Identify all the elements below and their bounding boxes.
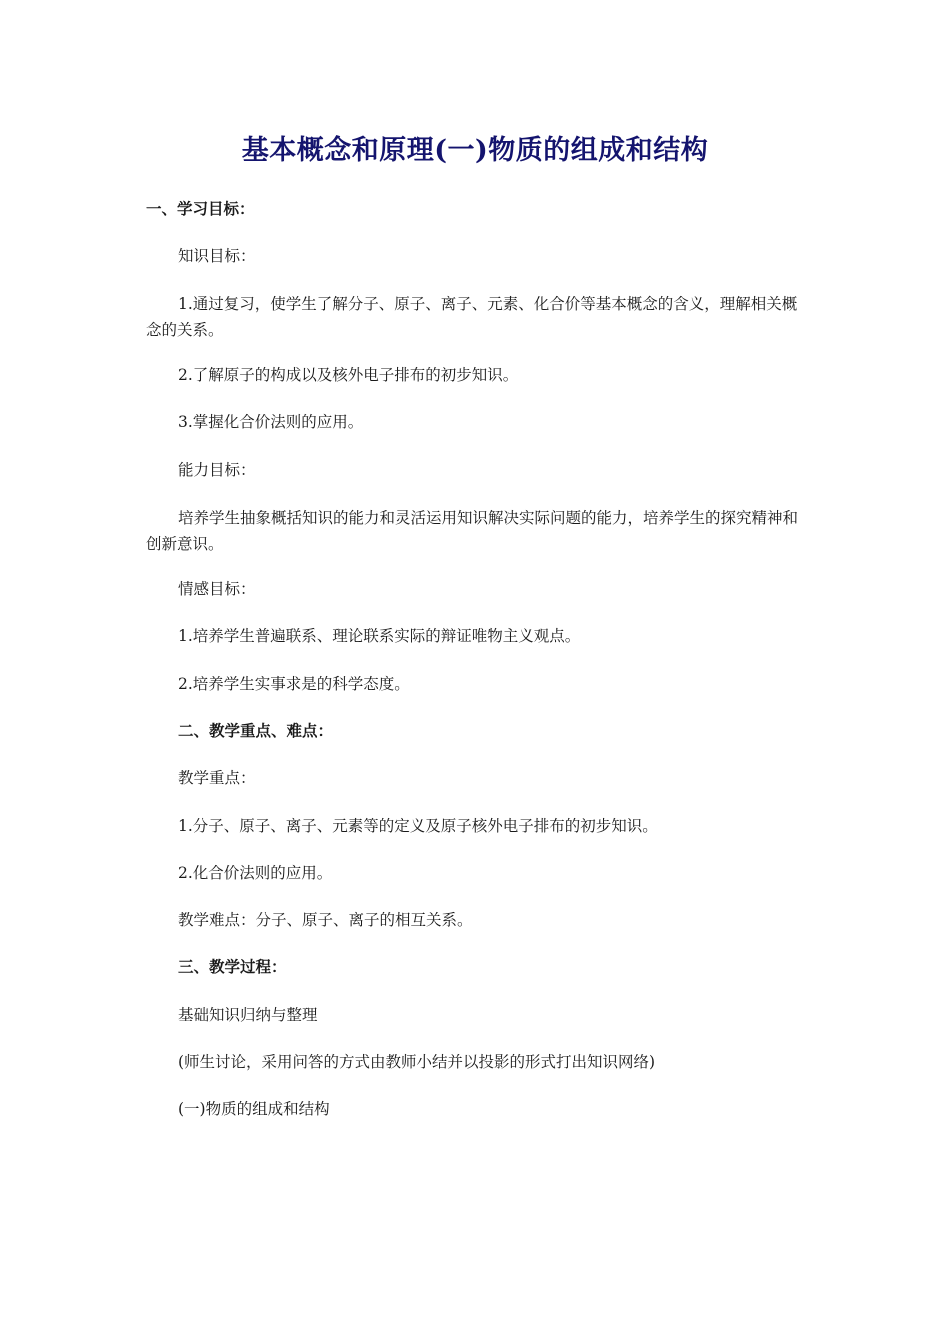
paragraph-subsection-1: (一)物质的组成和结构 xyxy=(178,1100,330,1118)
section-heading-key-points: 二、教学重点、难点： xyxy=(178,721,334,740)
paragraph-discussion-note: (师生讨论，采用问答的方式由教师小结并以投影的形式打出知识网络) xyxy=(178,1053,656,1071)
subheading-knowledge-objectives: 知识目标： xyxy=(178,247,256,265)
paragraph-basic-knowledge: 基础知识归纳与整理 xyxy=(178,1006,318,1024)
paragraph-focus-2: 2.化合价法则的应用。 xyxy=(178,864,333,882)
paragraph-knowledge-3: 3.掌握化合价法则的应用。 xyxy=(178,413,364,431)
section-heading-process: 三、教学过程： xyxy=(178,957,287,976)
paragraph-emotional-1: 1.培养学生普遍联系、理论联系实际的辩证唯物主义观点。 xyxy=(178,627,581,645)
section-heading-objectives: 一、学习目标： xyxy=(146,199,255,218)
subheading-teaching-focus: 教学重点： xyxy=(178,769,256,787)
subheading-ability-objectives: 能力目标： xyxy=(178,461,256,479)
paragraph-knowledge-1: 1.通过复习，使学生了解分子、原子、离子、元素、化合价等基本概念的含义，理解相关概念的关系。 xyxy=(146,295,798,339)
paragraph-teaching-difficulty: 教学难点：分子、原子、离子的相互关系。 xyxy=(178,911,473,929)
paragraph-ability: 培养学生抽象概括知识的能力和灵活运用知识解决实际问题的能力，培养学生的探究精神和创新意识。 xyxy=(146,509,799,553)
paragraph-emotional-2: 2.培养学生实事求是的科学态度。 xyxy=(178,675,410,693)
document-title: 基本概念和原理(一)物质的组成和结构 xyxy=(241,135,709,166)
paragraph-focus-1: 1.分子、原子、离子、元素等的定义及原子核外电子排布的初步知识。 xyxy=(178,817,658,835)
paragraph-knowledge-2: 2.了解原子的构成以及核外电子排布的初步知识。 xyxy=(178,366,519,384)
subheading-emotional-objectives: 情感目标： xyxy=(178,580,256,598)
